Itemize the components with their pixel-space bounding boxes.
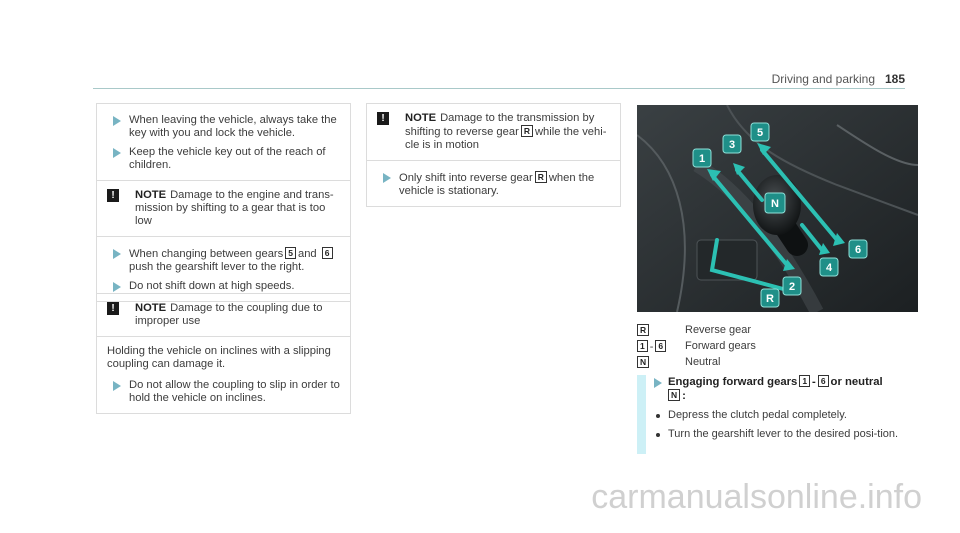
list-item: Do not allow the coupling to slip in order to hold the vehicle on inclines. xyxy=(107,379,340,405)
note-text: Damage to the engine and trans-mission by shifting to a gear that is too low xyxy=(135,189,334,227)
figure-legend xyxy=(637,324,917,372)
legend-row xyxy=(637,356,917,372)
note-heading xyxy=(107,189,340,228)
gear-label-1: 1 xyxy=(698,153,706,165)
gear-key: 6 xyxy=(818,375,829,387)
gear-label-2: 2 xyxy=(788,281,796,293)
warning-icon: ! xyxy=(107,189,119,202)
arrow-icon xyxy=(383,173,391,183)
note-box-coupling xyxy=(96,293,351,414)
arrow-icon xyxy=(113,148,121,158)
gear-key: R xyxy=(535,171,547,183)
bullet-dot-icon xyxy=(656,433,660,437)
gear-key: N xyxy=(637,356,649,368)
gear-key: 6 xyxy=(655,340,666,352)
gear-label-5: 5 xyxy=(756,127,764,139)
note-heading: ! NOTE Damage to the transmission by shifting to reverse gear R while the vehi-cle is in motion xyxy=(377,112,610,152)
watermark: carmanualsonline.info xyxy=(591,478,922,516)
gear-key: 6 xyxy=(322,247,333,259)
arrow-icon xyxy=(113,381,121,391)
note-box-transmission xyxy=(366,103,621,207)
arrow-icon xyxy=(113,249,121,259)
list-item: When leaving the vehicle, always take the key with you and lock the vehicle. xyxy=(107,114,340,140)
warning-icon: ! xyxy=(107,302,119,315)
gear-label-3: 3 xyxy=(728,139,736,151)
note-heading xyxy=(107,302,340,328)
gear-label-6: 6 xyxy=(854,244,862,256)
page-number: 185 xyxy=(884,72,905,86)
legend-row xyxy=(637,324,917,340)
warning-icon: ! xyxy=(377,112,389,125)
safety-box-1 xyxy=(96,103,351,181)
instruction-bar xyxy=(637,375,646,454)
note-box-engine xyxy=(96,180,351,302)
gear-key: 1 xyxy=(637,340,648,352)
note-label: NOTE xyxy=(135,302,167,314)
gearshift-figure xyxy=(637,105,918,312)
gear-key: N xyxy=(668,389,680,401)
section-title: Driving and parking xyxy=(771,72,875,86)
note-text: Damage to the coupling due to improper use xyxy=(135,302,323,327)
bullet-dot-icon xyxy=(656,414,660,418)
gear-key: R xyxy=(637,324,649,336)
legend-text: Reverse gear xyxy=(685,324,752,336)
note-label: NOTE xyxy=(405,112,437,124)
gear-label-n: N xyxy=(771,198,779,210)
gear-label-4: 4 xyxy=(825,262,833,274)
gear-key: 1 xyxy=(799,375,810,387)
list-item: Keep the vehicle key out of the reach of children. xyxy=(107,146,340,172)
gear-key: 5 xyxy=(285,247,296,259)
list-item: Do not shift down at high speeds. xyxy=(107,280,340,293)
gearshift-illustration xyxy=(637,105,918,312)
paragraph: Holding the vehicle on inclines with a slipping coupling can damage it. xyxy=(107,345,331,370)
page-header xyxy=(93,72,905,89)
gear-key: R xyxy=(521,125,533,137)
arrow-icon xyxy=(113,116,121,126)
list-item: Only shift into reverse gear R when the vehicle is stationary. xyxy=(377,171,610,198)
arrow-icon xyxy=(654,378,662,388)
instruction-title: Engaging forward gears 1 - 6 or neutral N : xyxy=(646,375,918,403)
note-label: NOTE xyxy=(135,189,167,201)
legend-text: Neutral xyxy=(685,356,721,368)
legend-text: Forward gears xyxy=(685,340,756,352)
list-item: Turn the gearshift lever to the desired posi-tion. xyxy=(646,428,918,441)
engaging-gears-instructions xyxy=(646,375,918,441)
arrow-icon xyxy=(113,282,121,292)
list-item: Depress the clutch pedal completely. xyxy=(646,409,918,422)
gear-label-r: R xyxy=(766,293,774,305)
list-item: When changing between gears 5 and 6push the gearshift lever to the right. xyxy=(107,247,340,274)
legend-row: 1 - 6 Forward gears xyxy=(637,340,917,356)
